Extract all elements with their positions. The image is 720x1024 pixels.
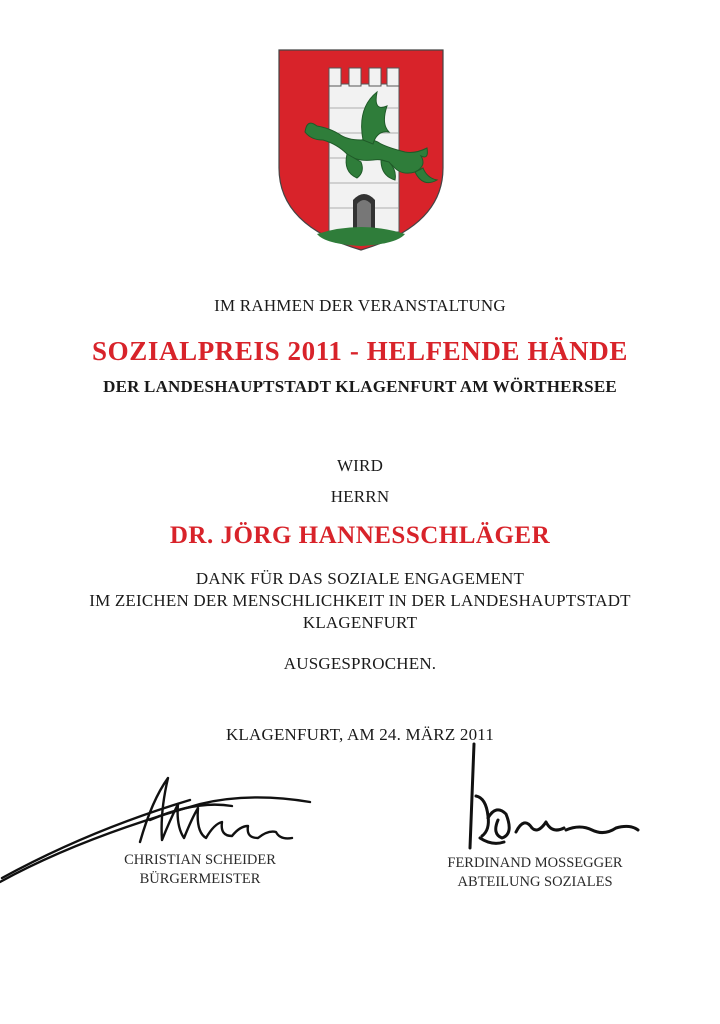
signatory-left (100, 851, 300, 889)
signatory-right-title: ABTEILUNG SOZIALES (457, 874, 613, 890)
intro-text: IM RAHMEN DER VERANSTALTUNG (214, 296, 506, 315)
award-title: SOZIALPREIS 2011 - HELFENDE HÄNDE (92, 336, 628, 366)
place-date: KLAGENFURT, AM 24. MÄRZ 2011 (225, 725, 495, 744)
dedication-line-1: DANK FÜR DAS SOZIALE ENGAGEMENT (195, 569, 525, 588)
dedication-line-2: IM ZEICHEN DER MENSCHLICHKEIT IN DER LANDESHAUPTSTADT (89, 591, 631, 610)
recipient-name: DR. JÖRG HANNESSCHLÄGER (169, 522, 551, 549)
award-subtitle: DER LANDESHAUPTSTADT KLAGENFURT AM WÖRTHERSEE (103, 377, 617, 396)
dedication-line-3: KLAGENFURT (302, 613, 418, 632)
coat-of-arms-icon (277, 48, 445, 252)
herrn-text: HERRN (330, 487, 390, 506)
signatory-left-title: BÜRGERMEISTER (139, 871, 261, 887)
signatory-right (425, 854, 645, 892)
signatory-left-name: CHRISTIAN SCHEIDER (124, 852, 276, 868)
signatory-right-name: FERDINAND MOSSEGGER (447, 855, 623, 871)
signature-right-icon (440, 738, 690, 858)
closing-text: AUSGESPROCHEN. (283, 654, 437, 673)
wird-text: WIRD (336, 456, 384, 475)
